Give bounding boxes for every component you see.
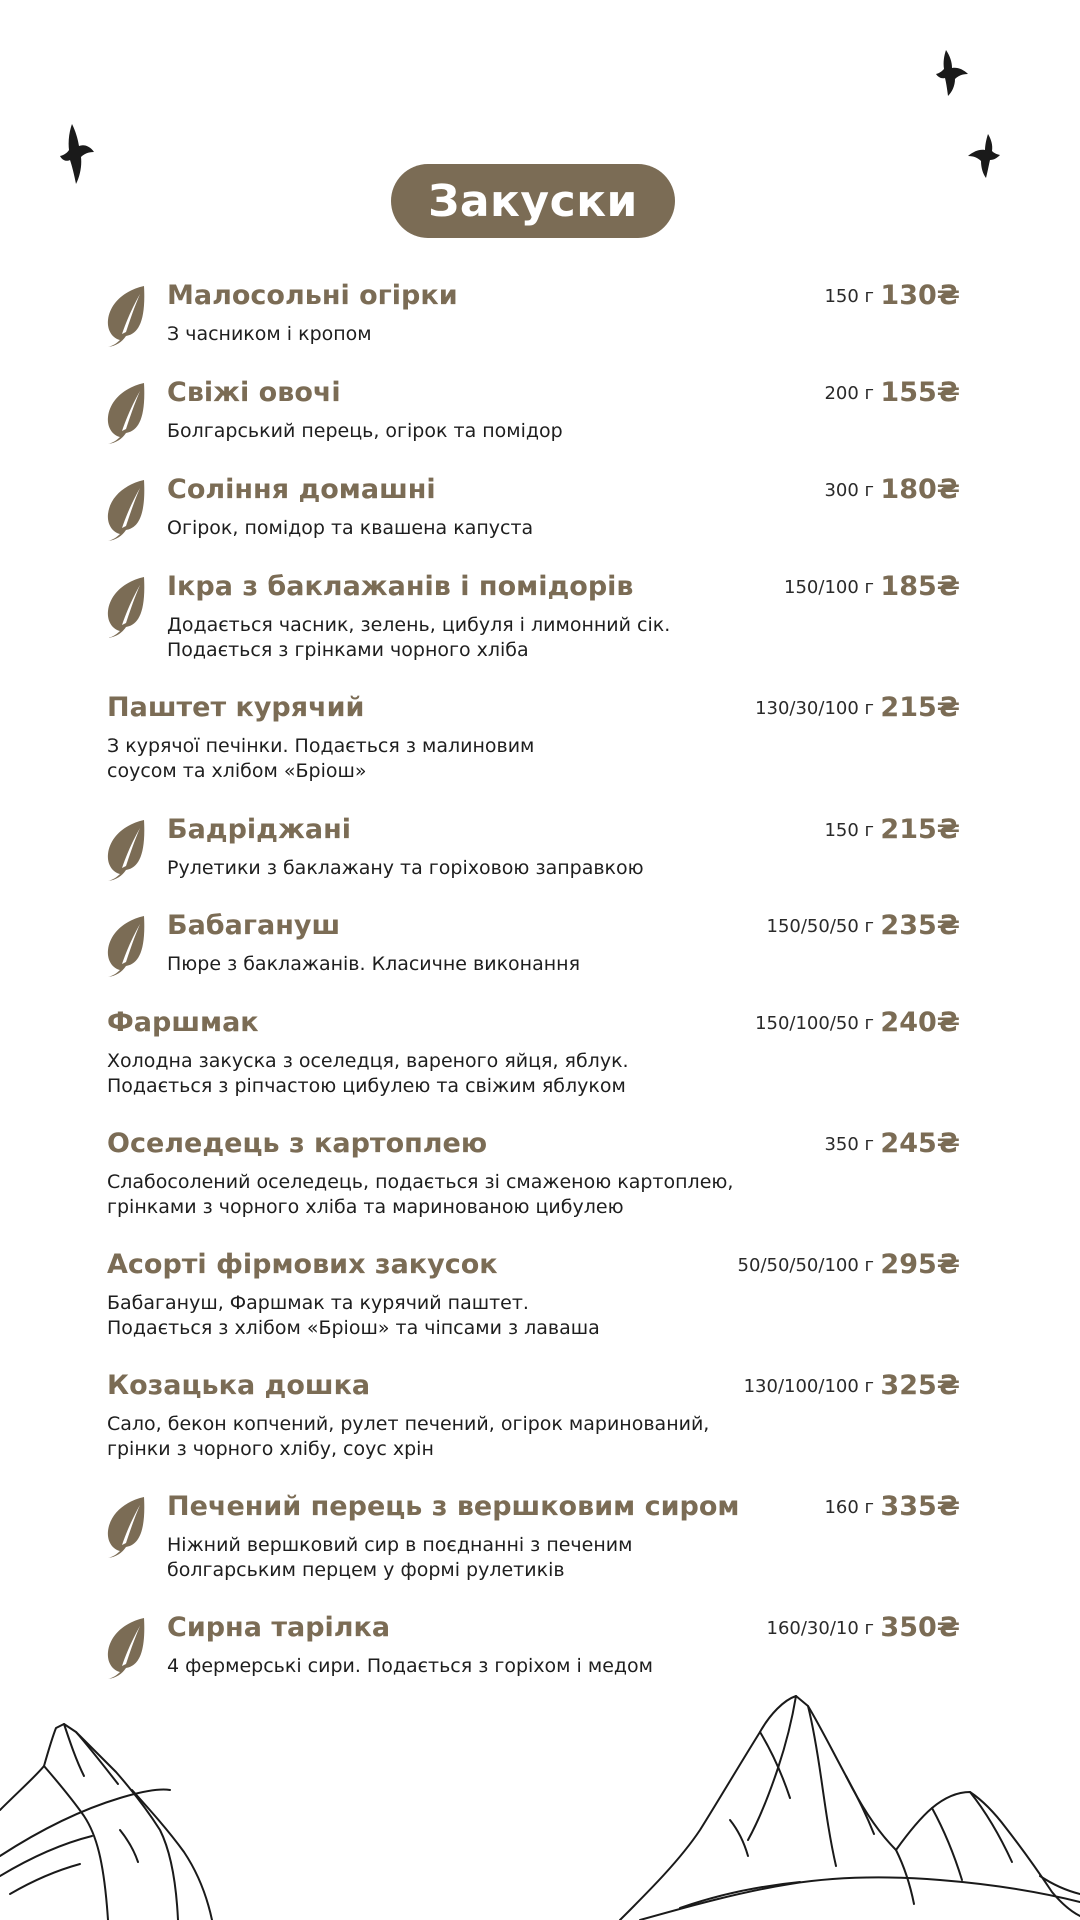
- item-description: Рулетики з баклажану та горіховою заправкою: [167, 857, 644, 879]
- item-price: 350₴: [880, 1612, 960, 1643]
- menu-item-body: [167, 910, 960, 977]
- item-price: 130₴: [880, 280, 960, 311]
- menu-item-body: [167, 571, 960, 663]
- bird-icon: [966, 132, 1002, 180]
- menu-item-body: [167, 1612, 960, 1679]
- item-description: Ніжний вершковий сир в поєднанні з печеним болгарським перцем у формі рулетиків: [167, 1534, 633, 1581]
- item-description: 4 фермерські сири. Подається з горіхом і медом: [167, 1655, 653, 1677]
- item-description: Болгарський перець, огірок та помідор: [167, 420, 563, 442]
- item-name: Малосольні огірки: [167, 280, 458, 311]
- leaf-icon: [104, 381, 148, 445]
- item-weight: 150/100 г: [784, 577, 874, 598]
- menu-item-body: [107, 1007, 960, 1099]
- item-description: Бабагануш, Фаршмак та курячий паштет. Подається з хлібом «Бріош» та чіпсами з лаваша: [107, 1292, 600, 1339]
- leaf-icon: [104, 575, 148, 639]
- menu-item-body: [167, 474, 960, 541]
- menu-item-body: [107, 692, 960, 784]
- menu-item-body: [167, 1491, 960, 1583]
- item-price: 215₴: [880, 814, 960, 845]
- item-price: 240₴: [880, 1007, 960, 1038]
- menu-item-body: [167, 280, 960, 347]
- item-description: Додається часник, зелень, цибуля і лимонний сік. Подається з грінками чорного хліба: [167, 614, 671, 661]
- item-price: 245₴: [880, 1128, 960, 1159]
- item-weight: 300 г: [824, 480, 874, 501]
- item-name: Оселедець з картоплею: [107, 1128, 488, 1159]
- item-name: Сирна тарілка: [167, 1612, 391, 1643]
- item-price: 180₴: [880, 474, 960, 505]
- item-description: З часником і кропом: [167, 323, 372, 345]
- item-name: Козацька дошка: [107, 1370, 371, 1401]
- item-name: Фаршмак: [107, 1007, 259, 1038]
- item-description: Пюре з баклажанів. Класичне виконання: [167, 953, 581, 975]
- item-price: 155₴: [880, 377, 960, 408]
- menu-item-body: [107, 1128, 960, 1220]
- leaf-icon: [104, 1495, 148, 1559]
- item-name: Ікра з баклажанів і помідорів: [167, 571, 634, 602]
- item-weight: 160 г: [824, 1497, 874, 1518]
- bird-icon: [934, 48, 970, 98]
- item-weight: 150/50/50 г: [766, 916, 874, 937]
- item-description: Сало, бекон копчений, рулет печений, огірок маринований, грінки з чорного хлібу, соус хрін: [107, 1413, 710, 1460]
- item-name: Бадріджані: [167, 814, 351, 845]
- item-price: 215₴: [880, 692, 960, 723]
- item-name: Паштет курячий: [107, 692, 365, 723]
- menu-item-body: [107, 1370, 960, 1462]
- leaf-icon: [104, 478, 148, 542]
- leaf-icon: [104, 914, 148, 978]
- item-price: 185₴: [880, 571, 960, 602]
- item-weight: 350 г: [824, 1134, 874, 1155]
- menu-item-body: [167, 814, 960, 881]
- item-price: 295₴: [880, 1249, 960, 1280]
- menu-item-body: [167, 377, 960, 444]
- item-price: 325₴: [880, 1370, 960, 1401]
- item-weight: 200 г: [824, 383, 874, 404]
- item-weight: 130/100/100 г: [743, 1376, 874, 1397]
- item-weight: 50/50/50/100 г: [737, 1255, 874, 1276]
- leaf-icon: [104, 284, 148, 348]
- item-description: Холодна закуска з оселедця, вареного яйця, яблук. Подається з ріпчастою цибулею та свіжим яблуком: [107, 1050, 629, 1097]
- item-weight: 160/30/10 г: [766, 1618, 874, 1639]
- item-price: 335₴: [880, 1491, 960, 1522]
- item-price: 235₴: [880, 910, 960, 941]
- item-name: Бабагануш: [167, 910, 341, 941]
- leaf-icon: [104, 818, 148, 882]
- bird-icon: [58, 122, 96, 186]
- item-description: Слабосолений оселедець, подається зі смаженою картоплею, грінками з чорного хліба та маринованою цибулею: [107, 1171, 734, 1218]
- item-description: Огірок, помідор та квашена капуста: [167, 517, 534, 539]
- item-weight: 150/100/50 г: [755, 1013, 874, 1034]
- mountains-illustration: [0, 1680, 1080, 1920]
- leaf-icon: [104, 1616, 148, 1680]
- item-name: Соління домашні: [167, 474, 436, 505]
- item-name: Свіжі овочі: [167, 377, 341, 408]
- item-weight: 150 г: [824, 820, 874, 841]
- page-title: Закуски: [391, 164, 675, 238]
- item-weight: 130/30/100 г: [755, 698, 874, 719]
- item-weight: 150 г: [824, 286, 874, 307]
- item-description: З курячої печінки. Подається з малиновим соусом та хлібом «Бріош»: [107, 735, 535, 782]
- item-name: Асорті фірмових закусок: [107, 1249, 498, 1280]
- menu-item-body: [107, 1249, 960, 1341]
- item-name: Печений перець з вершковим сиром: [167, 1491, 740, 1522]
